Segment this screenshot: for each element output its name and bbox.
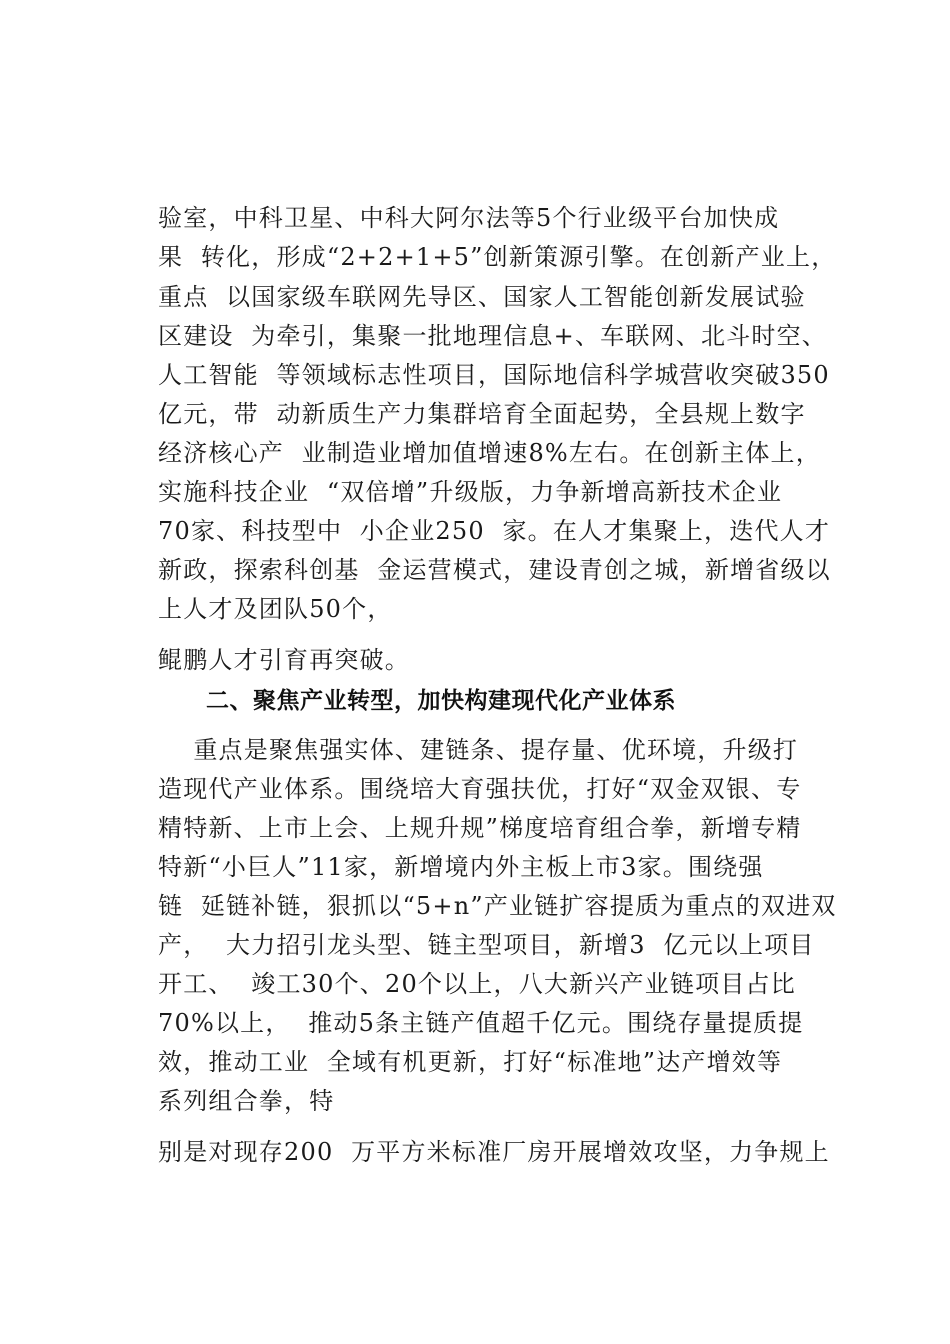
text-line: 70%以上， 推动5条主链产值超千亿元。围绕存量提质提 xyxy=(158,1009,804,1037)
text-line: 开工、 竣工30个、20个以上，八大新兴产业链项目占比 xyxy=(158,970,796,998)
text-line: 产， 大力招引龙头型、链主型项目，新增3 亿元以上项目 xyxy=(158,931,815,959)
text-line: 别是对现存200 万平方米标准厂房开展增效攻坚，力争规上 xyxy=(158,1138,830,1166)
text-line: 70家、科技型中 小企业250 家。在人才集聚上，迭代人才 xyxy=(158,517,831,545)
text-line: 经济核心产 业制造业增加值增速8%左右。在创新主体上， xyxy=(158,439,821,467)
text-line: 精特新、上市上会、上规升规”梯度培育组合拳，新增专精 xyxy=(158,814,802,842)
text-line: 链 延链补链，狠抓以“5+n”产业链扩容提质为重点的双进双 xyxy=(158,892,837,920)
text-line: 鲲鹏人才引育再突破。 xyxy=(158,646,410,674)
text-line: 亿元，带 动新质生产力集群培育全面起势，全县规上数字 xyxy=(158,400,806,428)
text-line: 重点是聚焦强实体、建链条、提存量、优环境，升级打 xyxy=(158,736,799,764)
text-line: 造现代产业体系。围绕培大育强扶优，打好“双金双银、专 xyxy=(158,775,802,803)
text-line: 效，推动工业 全域有机更新，打好“标准地”达产增效等 xyxy=(158,1048,783,1076)
text-line: 人工智能 等领域标志性项目，国际地信科学城营收突破350 xyxy=(158,361,830,389)
text-line: 区建设 为牵引，集聚一批地理信息+、车联网、北斗时空、 xyxy=(158,322,827,350)
text-line: 上人才及团队50个， xyxy=(158,595,393,623)
text-line: 系列组合拳，特 xyxy=(158,1087,335,1115)
text-line: 果 转化，形成“2+2+1+5”创新策源引擎。在创新产业上， xyxy=(158,243,837,271)
text-line: 验室，中科卫星、中科大阿尔法等5个行业级平台加快成 xyxy=(158,204,780,232)
text-line: 重点 以国家级车联网先导区、国家人工智能创新发展试验 xyxy=(158,283,806,311)
text-line: 特新“小巨人”11家，新增境内外主板上市3家。围绕强 xyxy=(158,853,764,881)
text-line: 新政，探索科创基 金运营模式，建设青创之城，新增省级以 xyxy=(158,556,831,584)
text-line: 实施科技企业 “双倍增”升级版，力争新增高新技术企业 xyxy=(158,478,783,506)
section-heading: 二、聚焦产业转型，加快构建现代化产业体系 xyxy=(206,688,676,714)
